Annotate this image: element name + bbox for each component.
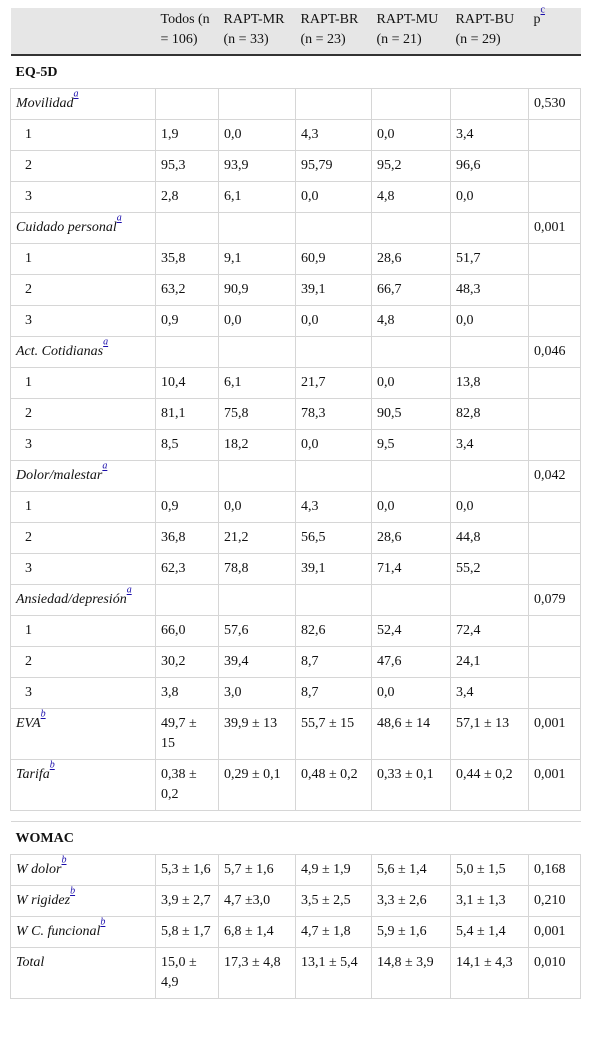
dimension-row bbox=[11, 213, 581, 244]
level-row bbox=[11, 678, 581, 709]
empty-cell bbox=[529, 678, 581, 709]
footnote-link[interactable]: b bbox=[70, 886, 76, 898]
empty-cell bbox=[451, 89, 529, 120]
value-cell: 5,7 ± 1,6 bbox=[219, 855, 296, 886]
row-label-text: Tarifa bbox=[16, 767, 50, 782]
empty-cell bbox=[219, 89, 296, 120]
value-cell: 0,9 bbox=[156, 306, 219, 337]
value-cell: 81,1 bbox=[156, 399, 219, 430]
value-cell: 93,9 bbox=[219, 151, 296, 182]
empty-cell bbox=[529, 523, 581, 554]
value-cell: 4,8 bbox=[372, 182, 451, 213]
value-cell: 2,8 bbox=[156, 182, 219, 213]
value-cell: 0,0 bbox=[296, 430, 372, 461]
value-cell: 0,29 ± 0,1 bbox=[219, 760, 296, 811]
section-row bbox=[11, 55, 581, 89]
footnote-link[interactable]: a bbox=[116, 213, 122, 225]
value-cell: 63,2 bbox=[156, 275, 219, 306]
row-label-text: Movilidad bbox=[16, 96, 74, 111]
value-cell: 60,9 bbox=[296, 244, 372, 275]
value-cell: 13,1 ± 5,4 bbox=[296, 948, 372, 999]
row-label bbox=[11, 917, 156, 948]
value-cell: 0,0 bbox=[296, 306, 372, 337]
level-label: 3 bbox=[11, 554, 156, 585]
empty-cell bbox=[529, 647, 581, 678]
empty-cell bbox=[529, 275, 581, 306]
empty-cell bbox=[451, 213, 529, 244]
empty-cell bbox=[219, 337, 296, 368]
value-cell: 4,9 ± 1,9 bbox=[296, 855, 372, 886]
level-row bbox=[11, 399, 581, 430]
row-label bbox=[11, 585, 156, 616]
value-cell: 3,4 bbox=[451, 120, 529, 151]
value-cell: 5,4 ± 1,4 bbox=[451, 917, 529, 948]
empty-cell bbox=[219, 213, 296, 244]
value-cell: 1,9 bbox=[156, 120, 219, 151]
empty-cell bbox=[219, 461, 296, 492]
empty-cell bbox=[529, 492, 581, 523]
row-label-text: Total bbox=[16, 955, 45, 970]
value-cell: 82,8 bbox=[451, 399, 529, 430]
level-label: 3 bbox=[11, 182, 156, 213]
level-label: 2 bbox=[11, 275, 156, 306]
score-row bbox=[11, 855, 581, 886]
footnote-link[interactable]: b bbox=[40, 709, 46, 721]
footnote-link[interactable]: a bbox=[126, 585, 132, 597]
value-cell: 5,8 ± 1,7 bbox=[156, 917, 219, 948]
value-cell: 3,4 bbox=[451, 430, 529, 461]
p-value: 0,001 bbox=[529, 760, 581, 811]
header-rapt-mr: RAPT-MR (n = 33) bbox=[219, 8, 296, 55]
empty-cell bbox=[296, 337, 372, 368]
value-cell: 71,4 bbox=[372, 554, 451, 585]
value-cell: 17,3 ± 4,8 bbox=[219, 948, 296, 999]
value-cell: 4,7 ±3,0 bbox=[219, 886, 296, 917]
row-label bbox=[11, 213, 156, 244]
value-cell: 28,6 bbox=[372, 244, 451, 275]
section-title: WOMAC bbox=[11, 822, 581, 855]
value-cell: 14,1 ± 4,3 bbox=[451, 948, 529, 999]
empty-cell bbox=[529, 399, 581, 430]
section-row bbox=[11, 822, 581, 855]
value-cell: 3,5 ± 2,5 bbox=[296, 886, 372, 917]
level-row bbox=[11, 616, 581, 647]
level-row bbox=[11, 275, 581, 306]
level-row bbox=[11, 244, 581, 275]
p-value: 0,046 bbox=[529, 337, 581, 368]
empty-cell bbox=[372, 213, 451, 244]
empty-cell bbox=[372, 89, 451, 120]
value-cell: 13,8 bbox=[451, 368, 529, 399]
value-cell: 5,6 ± 1,4 bbox=[372, 855, 451, 886]
value-cell: 0,0 bbox=[372, 678, 451, 709]
value-cell: 0,44 ± 0,2 bbox=[451, 760, 529, 811]
value-cell: 95,79 bbox=[296, 151, 372, 182]
header-blank bbox=[11, 8, 156, 55]
value-cell: 95,2 bbox=[372, 151, 451, 182]
level-row bbox=[11, 151, 581, 182]
dimension-row bbox=[11, 585, 581, 616]
value-cell: 8,5 bbox=[156, 430, 219, 461]
value-cell: 0,33 ± 0,1 bbox=[372, 760, 451, 811]
value-cell: 8,7 bbox=[296, 647, 372, 678]
value-cell: 21,7 bbox=[296, 368, 372, 399]
empty-cell bbox=[451, 461, 529, 492]
value-cell: 36,8 bbox=[156, 523, 219, 554]
empty-cell bbox=[296, 89, 372, 120]
table-header bbox=[11, 5, 581, 55]
row-label-text: Cuidado personal bbox=[16, 220, 117, 235]
value-cell: 0,0 bbox=[219, 120, 296, 151]
row-label-text: W rigidez bbox=[16, 893, 71, 908]
value-cell: 6,1 bbox=[219, 182, 296, 213]
footnote-link[interactable]: b bbox=[61, 855, 67, 867]
level-row bbox=[11, 554, 581, 585]
footnote-link[interactable]: b bbox=[100, 917, 106, 929]
value-cell: 4,3 bbox=[296, 492, 372, 523]
value-cell: 62,3 bbox=[156, 554, 219, 585]
value-cell: 55,2 bbox=[451, 554, 529, 585]
level-label: 1 bbox=[11, 616, 156, 647]
score-row bbox=[11, 709, 581, 760]
value-cell: 10,4 bbox=[156, 368, 219, 399]
empty-cell bbox=[451, 337, 529, 368]
level-label: 1 bbox=[11, 244, 156, 275]
header-rapt-mu: RAPT-MU (n = 21) bbox=[372, 8, 451, 55]
footnote-link[interactable]: b bbox=[49, 760, 55, 772]
value-cell: 21,2 bbox=[219, 523, 296, 554]
empty-cell bbox=[372, 337, 451, 368]
score-row bbox=[11, 917, 581, 948]
row-label-text: Ansiedad/depresión bbox=[16, 592, 127, 607]
footnote-link[interactable]: a bbox=[103, 337, 109, 349]
value-cell: 47,6 bbox=[372, 647, 451, 678]
empty-cell bbox=[156, 213, 219, 244]
value-cell: 3,1 ± 1,3 bbox=[451, 886, 529, 917]
value-cell: 15,0 ± 4,9 bbox=[156, 948, 219, 999]
level-label: 2 bbox=[11, 151, 156, 182]
empty-cell bbox=[529, 554, 581, 585]
empty-cell bbox=[451, 585, 529, 616]
value-cell: 0,38 ± 0,2 bbox=[156, 760, 219, 811]
value-cell: 18,2 bbox=[219, 430, 296, 461]
table-body bbox=[11, 55, 581, 999]
level-label: 2 bbox=[11, 647, 156, 678]
value-cell: 0,0 bbox=[372, 492, 451, 523]
value-cell: 0,0 bbox=[372, 368, 451, 399]
spacer-row bbox=[11, 811, 581, 822]
value-cell: 35,8 bbox=[156, 244, 219, 275]
value-cell: 57,1 ± 13 bbox=[451, 709, 529, 760]
value-cell: 78,8 bbox=[219, 554, 296, 585]
level-label: 3 bbox=[11, 430, 156, 461]
value-cell: 39,4 bbox=[219, 647, 296, 678]
value-cell: 0,48 ± 0,2 bbox=[296, 760, 372, 811]
value-cell: 0,0 bbox=[451, 182, 529, 213]
value-cell: 3,0 bbox=[219, 678, 296, 709]
empty-cell bbox=[156, 585, 219, 616]
row-label bbox=[11, 948, 156, 999]
results-table bbox=[10, 5, 581, 999]
value-cell: 4,3 bbox=[296, 120, 372, 151]
level-row bbox=[11, 492, 581, 523]
empty-cell bbox=[529, 368, 581, 399]
row-label-text: Dolor/malestar bbox=[16, 468, 103, 483]
value-cell: 30,2 bbox=[156, 647, 219, 678]
value-cell: 6,1 bbox=[219, 368, 296, 399]
dimension-row bbox=[11, 461, 581, 492]
value-cell: 8,7 bbox=[296, 678, 372, 709]
empty-cell bbox=[296, 585, 372, 616]
p-value: 0,001 bbox=[529, 709, 581, 760]
value-cell: 0,0 bbox=[372, 120, 451, 151]
level-row bbox=[11, 306, 581, 337]
empty-cell bbox=[529, 182, 581, 213]
empty-cell bbox=[156, 89, 219, 120]
header-todos: Todos (n = 106) bbox=[156, 8, 219, 55]
value-cell: 9,5 bbox=[372, 430, 451, 461]
value-cell: 48,6 ± 14 bbox=[372, 709, 451, 760]
spacer-cell bbox=[11, 811, 581, 822]
empty-cell bbox=[372, 585, 451, 616]
value-cell: 3,9 ± 2,7 bbox=[156, 886, 219, 917]
p-value: 0,168 bbox=[529, 855, 581, 886]
row-label-text: Act. Cotidianas bbox=[16, 344, 104, 359]
empty-cell bbox=[296, 461, 372, 492]
level-row bbox=[11, 182, 581, 213]
p-value: 0,530 bbox=[529, 89, 581, 120]
p-value: 0,079 bbox=[529, 585, 581, 616]
value-cell: 4,7 ± 1,8 bbox=[296, 917, 372, 948]
value-cell: 56,5 bbox=[296, 523, 372, 554]
p-value: 0,001 bbox=[529, 917, 581, 948]
value-cell: 90,5 bbox=[372, 399, 451, 430]
dimension-row bbox=[11, 89, 581, 120]
value-cell: 75,8 bbox=[219, 399, 296, 430]
value-cell: 78,3 bbox=[296, 399, 372, 430]
level-label: 2 bbox=[11, 523, 156, 554]
value-cell: 5,3 ± 1,6 bbox=[156, 855, 219, 886]
value-cell: 0,0 bbox=[219, 492, 296, 523]
value-cell: 3,4 bbox=[451, 678, 529, 709]
value-cell: 82,6 bbox=[296, 616, 372, 647]
score-row bbox=[11, 760, 581, 811]
value-cell: 57,6 bbox=[219, 616, 296, 647]
value-cell: 9,1 bbox=[219, 244, 296, 275]
row-label bbox=[11, 461, 156, 492]
level-label: 1 bbox=[11, 368, 156, 399]
header-p bbox=[529, 5, 581, 55]
level-label: 3 bbox=[11, 306, 156, 337]
score-row bbox=[11, 948, 581, 999]
header-rapt-br: RAPT-BR (n = 23) bbox=[296, 8, 372, 55]
empty-cell bbox=[296, 213, 372, 244]
value-cell: 96,6 bbox=[451, 151, 529, 182]
value-cell: 3,3 ± 2,6 bbox=[372, 886, 451, 917]
p-value: 0,042 bbox=[529, 461, 581, 492]
footnote-link-c[interactable]: c bbox=[540, 5, 545, 17]
value-cell: 39,9 ± 13 bbox=[219, 709, 296, 760]
level-label: 2 bbox=[11, 399, 156, 430]
value-cell: 55,7 ± 15 bbox=[296, 709, 372, 760]
row-label-text: EVA bbox=[16, 716, 41, 731]
value-cell: 28,6 bbox=[372, 523, 451, 554]
empty-cell bbox=[529, 120, 581, 151]
empty-cell bbox=[529, 244, 581, 275]
p-value: 0,010 bbox=[529, 948, 581, 999]
empty-cell bbox=[529, 430, 581, 461]
value-cell: 39,1 bbox=[296, 554, 372, 585]
empty-cell bbox=[529, 616, 581, 647]
p-value: 0,001 bbox=[529, 213, 581, 244]
value-cell: 90,9 bbox=[219, 275, 296, 306]
value-cell: 14,8 ± 3,9 bbox=[372, 948, 451, 999]
value-cell: 48,3 bbox=[451, 275, 529, 306]
level-row bbox=[11, 368, 581, 399]
value-cell: 66,0 bbox=[156, 616, 219, 647]
empty-cell bbox=[529, 151, 581, 182]
empty-cell bbox=[156, 337, 219, 368]
level-label: 3 bbox=[11, 678, 156, 709]
value-cell: 6,8 ± 1,4 bbox=[219, 917, 296, 948]
value-cell: 0,0 bbox=[296, 182, 372, 213]
value-cell: 49,7 ± 15 bbox=[156, 709, 219, 760]
dimension-row bbox=[11, 337, 581, 368]
row-label bbox=[11, 89, 156, 120]
value-cell: 0,0 bbox=[451, 306, 529, 337]
row-label bbox=[11, 709, 156, 760]
value-cell: 95,3 bbox=[156, 151, 219, 182]
value-cell: 0,0 bbox=[451, 492, 529, 523]
footnote-link[interactable]: a bbox=[73, 89, 79, 101]
section-title: EQ-5D bbox=[11, 55, 581, 89]
empty-cell bbox=[529, 306, 581, 337]
level-row bbox=[11, 120, 581, 151]
empty-cell bbox=[156, 461, 219, 492]
empty-cell bbox=[219, 585, 296, 616]
empty-cell bbox=[372, 461, 451, 492]
row-label-text: W C. funcional bbox=[16, 924, 101, 939]
value-cell: 44,8 bbox=[451, 523, 529, 554]
row-label bbox=[11, 886, 156, 917]
row-label-text: W dolor bbox=[16, 862, 62, 877]
value-cell: 0,0 bbox=[219, 306, 296, 337]
score-row bbox=[11, 886, 581, 917]
value-cell: 52,4 bbox=[372, 616, 451, 647]
value-cell: 5,0 ± 1,5 bbox=[451, 855, 529, 886]
row-label bbox=[11, 337, 156, 368]
level-label: 1 bbox=[11, 120, 156, 151]
footnote-link[interactable]: a bbox=[102, 461, 108, 473]
value-cell: 4,8 bbox=[372, 306, 451, 337]
level-label: 1 bbox=[11, 492, 156, 523]
level-row bbox=[11, 647, 581, 678]
header-rapt-bu: RAPT-BU (n = 29) bbox=[451, 8, 529, 55]
value-cell: 3,8 bbox=[156, 678, 219, 709]
value-cell: 39,1 bbox=[296, 275, 372, 306]
level-row bbox=[11, 430, 581, 461]
header-p-label: p bbox=[533, 12, 541, 27]
value-cell: 24,1 bbox=[451, 647, 529, 678]
value-cell: 51,7 bbox=[451, 244, 529, 275]
value-cell: 0,9 bbox=[156, 492, 219, 523]
p-value: 0,210 bbox=[529, 886, 581, 917]
level-row bbox=[11, 523, 581, 554]
value-cell: 66,7 bbox=[372, 275, 451, 306]
value-cell: 5,9 ± 1,6 bbox=[372, 917, 451, 948]
row-label bbox=[11, 760, 156, 811]
row-label bbox=[11, 855, 156, 886]
value-cell: 72,4 bbox=[451, 616, 529, 647]
